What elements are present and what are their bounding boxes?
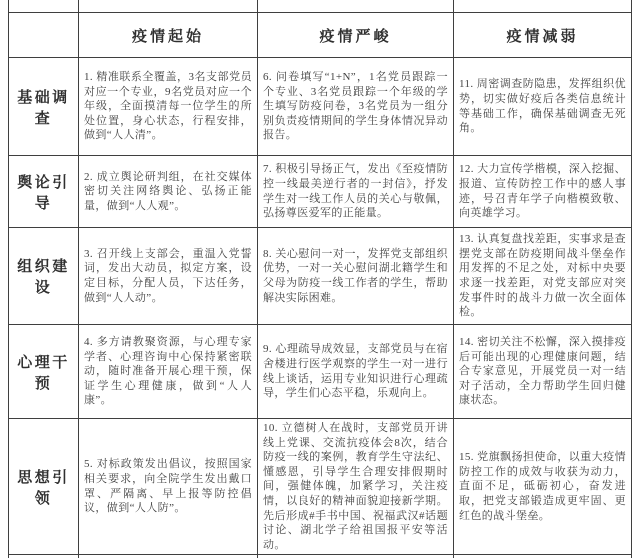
empty-cell (258, 0, 454, 13)
phase-header-severe: 疫情严峻 (258, 13, 454, 58)
table-row-psychological-intervention (9, 325, 632, 419)
table-row-organization-building (9, 228, 632, 325)
table-row-basic-investigation (9, 58, 632, 156)
table-cell: 8. 关心慰问一对一，发挥党支部组织优势，一对一关心慰问湖北籍学生和父母为防疫一线工作者的学生，帮助解决实际困难。 (258, 228, 454, 325)
table-cell: 11. 周密调查防隐患，发挥组织优势，切实做好疫后各类信息统计等基础工作，确保基础调查无死角。 (454, 58, 632, 156)
table-cell: 13. 认真复盘找差距，实事求是查摆党支部在防疫期间战斗堡垒作用发挥的不足之处，对标中央要求逐一找差距，对党支部应对突发事件时的战斗力做一次全面体检。 (454, 228, 632, 325)
phase-header-start: 疫情起始 (79, 13, 258, 58)
epidemic-phase-table (8, 0, 632, 558)
table-cell: 4. 多方请教聚资源，与心理专家学者、心理咨询中心保持紧密联动，随时准备开展心理干预，保证学生心理健康，做到“人人康”。 (79, 325, 258, 419)
table-row-ideological-leadership (9, 419, 632, 555)
table-cell: 7. 积极引导扬正气，发出《至疫情防控一线最美逆行者的一封信》，抒发学生对一线工作人员的关心与敬佩，弘扬尊医爱军的正能量。 (258, 156, 454, 228)
empty-cell (79, 0, 258, 13)
corner-cell (9, 13, 79, 58)
empty-cell (9, 0, 79, 13)
table-cell: 2. 成立舆论研判组，在社交媒体密切关注网络舆论、弘扬正能量，做到“人人观”。 (79, 156, 258, 228)
table-cell: 3. 召开线上支部会，重温入党誓词，发出大动员，拟定方案，设定目标，分配人员，下达任务，做到“人人动”。 (79, 228, 258, 325)
table-cell: 6. 问卷填写“1+N”，1名党员跟踪一个专业、3名党员跟踪一个年级的学生填写防疫问卷，3名党员为一组分别负责疫情期间的学生身体情况异动报告。 (258, 58, 454, 156)
table-cell: 9. 心理疏导成效显，支部党员与在宿舍楼进行医学观察的学生一对一进行线上谈话，运用专业知识进行心理疏导，学生们心态平稳，乐观向上。 (258, 325, 454, 419)
row-label: 心理干预 (9, 325, 79, 419)
header-row (9, 13, 632, 58)
table-cell: 12. 大力宣传学楷模，深入挖掘、报道、宣传防控工作中的感人事迹，号召青年学子向楷模致敬、向英雄学习。 (454, 156, 632, 228)
empty-cell (454, 0, 632, 13)
phase-header-weaken: 疫情减弱 (454, 13, 632, 58)
row-label: 基础调查 (9, 58, 79, 156)
table-cell: 10. 立德树人在战时，支部党员开讲线上党课、交流抗疫体会8次，结合防疫一线的案例，教育学生守法纪、懂感恩，引导学生合理安排假期时间，强健体魄，加紧学习，关注疫情，以良好的精神面貌迎接新学期。先后形成#手书中国、祝福武汉#话题讨论、湖北学子给祖国报平安等活动。 (258, 419, 454, 555)
table-cell: 5. 对标政策发出倡议，按照国家相关要求，向全院学生发出戴口罩、严隔离、早上报等防控倡议，做到“人人防”。 (79, 419, 258, 555)
table-cell: 1. 精准联系全覆盖，3名支部党员对应一个专业，9名党员对应一个年级，全面摸清每一位学生的所处位置，身心状态，行程安排，做到“人人清”。 (79, 58, 258, 156)
table-cell: 14. 密切关注不松懈，深入摸排疫后可能出现的心理健康问题，结合专家意见，开展党员一对一结对子活动，全力帮助学生回归健康状态。 (454, 325, 632, 419)
row-label: 组织建设 (9, 228, 79, 325)
table-cell: 15. 党旗飘扬担使命，以重大疫情防控工作的成效与收获为动力，直面不足，砥砺初心，奋发进取，把党支部锻造成更牢固、更红色的战斗堡垒。 (454, 419, 632, 555)
row-label: 舆论引导 (9, 156, 79, 228)
table-row-opinion-guidance (9, 156, 632, 228)
cut-off-row-top (9, 0, 632, 13)
row-label: 思想引领 (9, 419, 79, 555)
